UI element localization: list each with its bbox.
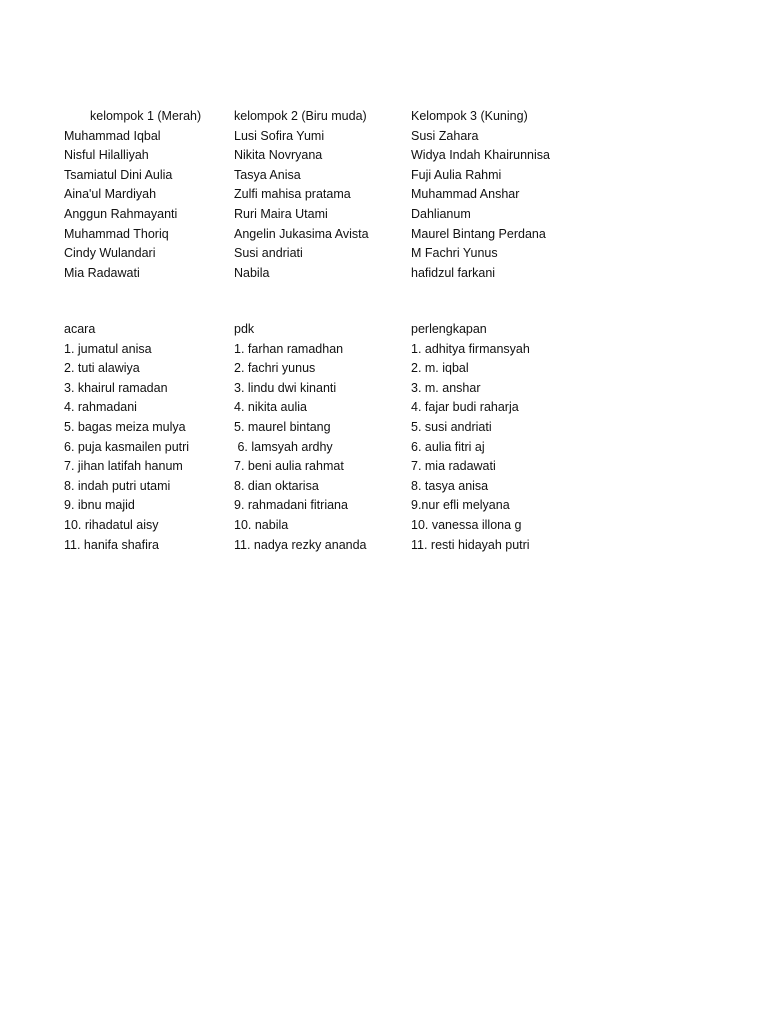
committee-member: 11. nadya rezky ananda — [234, 537, 367, 552]
group-column-1 — [64, 107, 234, 283]
committee-member: 7. beni aulia rahmat — [234, 459, 344, 474]
committee-member: 3. lindu dwi kinanti — [234, 380, 337, 395]
committee-member: 2. tuti alawiya — [64, 361, 140, 376]
committee-member: 2. m. iqbal — [411, 361, 469, 376]
committee-member: 3. khairul ramadan — [64, 380, 168, 395]
group-member: Muhammad Anshar — [411, 187, 520, 202]
group-header: kelompok 2 (Biru muda) — [234, 109, 367, 123]
group-member: hafidzul farkani — [411, 265, 496, 280]
committee-member: 6. aulia fitri aj — [411, 439, 485, 454]
committee-member: 8. dian oktarisa — [234, 478, 319, 493]
committee-member: 9. ibnu majid — [64, 498, 135, 513]
group-member: Maurel Bintang Perdana — [411, 226, 546, 241]
group-member: Ruri Maira Utami — [234, 206, 328, 221]
group-member: Muhammad Thoriq — [64, 226, 169, 241]
group-member: Susi Zahara — [411, 128, 479, 143]
committee-column-pdk — [234, 320, 411, 555]
group-member: Nisful Hilalliyah — [64, 148, 149, 163]
group-column-3 — [411, 107, 584, 283]
group-member: Nikita Novryana — [234, 148, 323, 163]
group-member: Fuji Aulia Rahmi — [411, 167, 502, 182]
committee-header: perlengkapan — [411, 322, 487, 336]
committee-member: 2. fachri yunus — [234, 361, 316, 376]
committee-member: 10. vanessa illona g — [411, 517, 522, 532]
committee-member: 11. hanifa shafira — [64, 537, 159, 552]
group-table — [64, 107, 584, 283]
group-member: Tasya Anisa — [234, 167, 301, 182]
committee-member: 1. jumatul anisa — [64, 341, 152, 356]
group-member: Mia Radawati — [64, 265, 140, 280]
committee-member: 10. rihadatul aisy — [64, 517, 159, 532]
committee-member: 1. adhitya firmansyah — [411, 341, 530, 356]
group-member: Anggun Rahmayanti — [64, 206, 178, 221]
committee-member: 9. rahmadani fitriana — [234, 498, 348, 513]
group-member: Susi andriati — [234, 246, 303, 261]
group-member: Muhammad Iqbal — [64, 128, 161, 143]
committee-member: 4. fajar budi raharja — [411, 400, 519, 415]
committee-member: 4. rahmadani — [64, 400, 137, 415]
committee-member: 6. puja kasmailen putri — [64, 439, 190, 454]
group-member: Tsamiatul Dini Aulia — [64, 167, 173, 182]
committee-header: pdk — [234, 322, 255, 336]
committee-table — [64, 320, 584, 555]
committee-member: 6. lamsyah ardhy — [234, 439, 333, 454]
group-member: Cindy Wulandari — [64, 246, 156, 261]
committee-member: 7. mia radawati — [411, 459, 496, 474]
group-member: Zulfi mahisa pratama — [234, 187, 351, 202]
group-column-2 — [234, 107, 411, 283]
group-member: Aina'ul Mardiyah — [64, 187, 157, 202]
committee-member: 3. m. anshar — [411, 380, 481, 395]
committee-member: 10. nabila — [234, 517, 289, 532]
committee-header: acara — [64, 322, 96, 336]
group-member: Angelin Jukasima Avista — [234, 226, 369, 241]
committee-member: 5. susi andriati — [411, 419, 492, 434]
group-header: Kelompok 3 (Kuning) — [411, 109, 528, 123]
committee-column-acara — [64, 320, 234, 555]
group-header: kelompok 1 (Merah) — [90, 109, 202, 123]
group-member: Widya Indah Khairunnisa — [411, 148, 550, 163]
committee-member: 9.nur efli melyana — [411, 498, 510, 513]
committee-member: 1. farhan ramadhan — [234, 341, 344, 356]
committee-member: 8. indah putri utami — [64, 478, 171, 493]
committee-column-perlengkapan — [411, 320, 584, 555]
group-member: M Fachri Yunus — [411, 246, 498, 261]
committee-member: 5. bagas meiza mulya — [64, 419, 186, 434]
committee-member: 11. resti hidayah putri — [411, 537, 530, 552]
group-member: Dahlianum — [411, 206, 471, 221]
group-member: Lusi Sofira Yumi — [234, 128, 325, 143]
group-member: Nabila — [234, 265, 270, 280]
committee-member: 8. tasya anisa — [411, 478, 489, 493]
committee-member: 5. maurel bintang — [234, 419, 331, 434]
committee-member: 7. jihan latifah hanum — [64, 459, 183, 474]
committee-member: 4. nikita aulia — [234, 400, 307, 415]
